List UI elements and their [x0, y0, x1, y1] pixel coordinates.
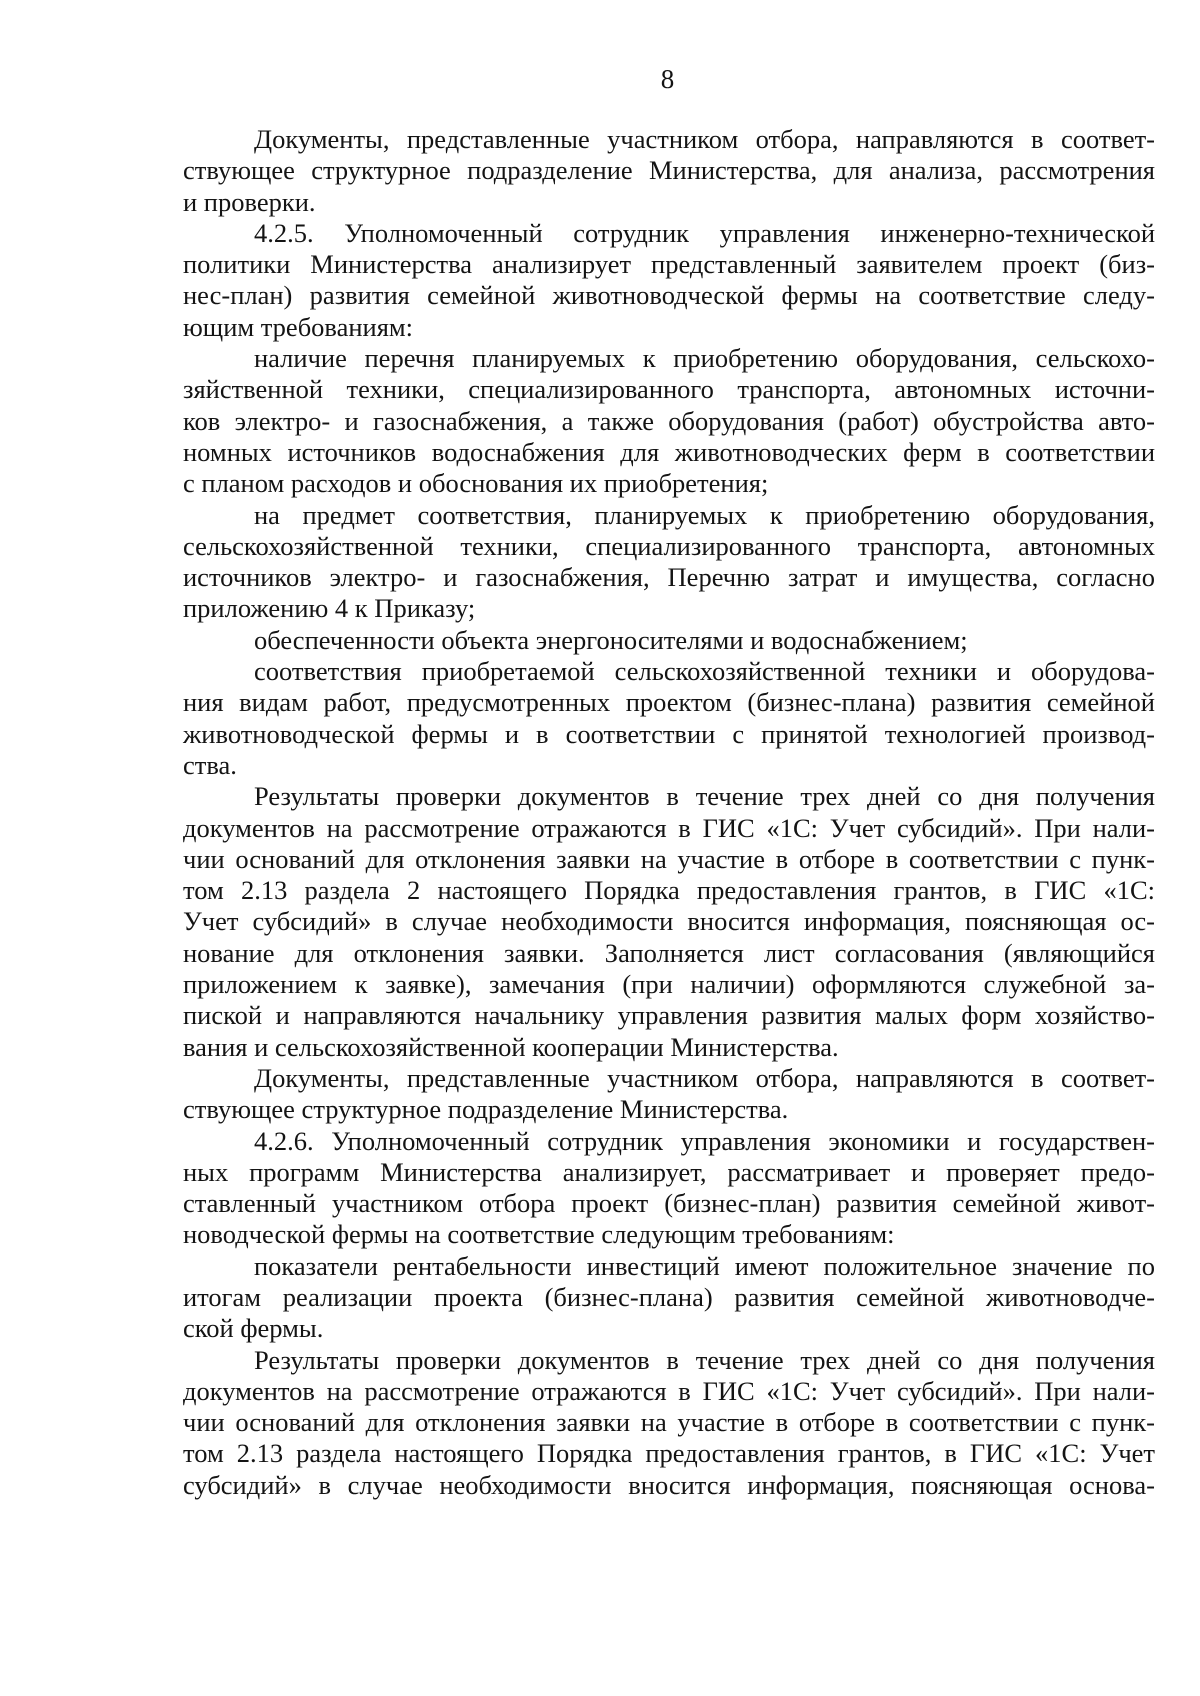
text-line: субсидий» в случае необходимости вносится информация, поясняющая основа-	[183, 1469, 1155, 1500]
text-line: ных программ Министерства анализирует, рассматривает и проверяет предо-	[183, 1156, 1155, 1187]
text-line: источников электро- и газоснабжения, Перечню затрат и имущества, согласно	[183, 562, 1155, 593]
text-line: приложением к заявке), замечания (при наличии) оформляются служебной за-	[183, 969, 1155, 1000]
text-line: сельскохозяйственной техники, специализированного транспорта, автономных	[183, 530, 1155, 561]
text-line: итогам реализации проекта (бизнес-плана) развития семейной животноводче-	[183, 1281, 1155, 1312]
text-line: ющим требованиям:	[183, 311, 414, 342]
text-line: соответствия приобретаемой сельскохозяйственной техники и оборудова-	[254, 656, 1155, 687]
text-line: на предмет соответствия, планируемых к приобретению оборудования,	[254, 499, 1155, 530]
document-body	[183, 124, 1155, 1501]
text-line: животноводческой фермы и в соответствии с принятой технологией производ-	[183, 718, 1155, 749]
text-line: вания и сельскохозяйственной кооперации Министерства.	[183, 1031, 839, 1062]
text-line: 4.2.6. Уполномоченный сотрудник управления экономики и государствен-	[254, 1125, 1155, 1156]
text-line: новодческой фермы на соответствие следующим требованиям:	[183, 1219, 895, 1250]
text-line: наличие перечня планируемых к приобретению оборудования, сельскохо-	[254, 343, 1155, 374]
text-line: документов на рассмотрение отражаются в ГИС «1С: Учет субсидий». При нали-	[183, 812, 1155, 843]
text-line: пиской и направляются начальнику управления развития малых форм хозяйство-	[183, 1000, 1155, 1031]
text-line: и проверки.	[183, 186, 316, 217]
text-line: с планом расходов и обоснования их приобретения;	[183, 468, 769, 499]
text-line: показатели рентабельности инвестиций имеют положительное значение по	[254, 1250, 1155, 1281]
text-line: приложению 4 к Приказу;	[183, 593, 476, 624]
text-line: ствующее структурное подразделение Министерства.	[183, 1094, 789, 1125]
text-line: ставленный участником отбора проект (бизнес-план) развития семейной живот-	[183, 1188, 1155, 1219]
text-line: 4.2.5. Уполномоченный сотрудник управления инженерно-технической	[254, 217, 1155, 248]
text-line: ствующее структурное подразделение Министерства, для анализа, рассмотрения	[183, 155, 1155, 186]
text-line: ской фермы.	[183, 1313, 324, 1344]
text-line: чии оснований для отклонения заявки на участие в отборе в соответствии с пунк-	[183, 1407, 1155, 1438]
text-line: Документы, представленные участником отбора, направляются в соответ-	[254, 124, 1155, 154]
text-line: ства.	[183, 749, 237, 780]
text-line: том 2.13 раздела 2 настоящего Порядка предоставления грантов, в ГИС «1С:	[183, 875, 1155, 906]
text-line: нование для отклонения заявки. Заполняется лист согласования (являющийся	[183, 937, 1155, 968]
text-line: чии оснований для отклонения заявки на участие в отборе в соответствии с пунк-	[183, 843, 1155, 874]
text-line: Результаты проверки документов в течение трех дней со дня получения	[254, 781, 1155, 812]
text-line: Документы, представленные участником отбора, направляются в соответ-	[254, 1062, 1155, 1093]
text-line: ния видам работ, предусмотренных проектом (бизнес-плана) развития семейной	[183, 687, 1155, 718]
text-line: том 2.13 раздела настоящего Порядка предоставления грантов, в ГИС «1С: Учет	[183, 1438, 1155, 1469]
text-line: политики Министерства анализирует представленный заявителем проект (биз-	[183, 249, 1155, 280]
text-line: документов на рассмотрение отражаются в ГИС «1С: Учет субсидий». При нали-	[183, 1375, 1155, 1406]
text-line: зяйственной техники, специализированного транспорта, автономных источни-	[183, 374, 1155, 405]
text-line: номных источников водоснабжения для животноводческих ферм в соответствии	[183, 436, 1155, 467]
text-line: нес-план) развития семейной животноводческой фермы на соответствие следу-	[183, 280, 1155, 311]
text-line: Учет субсидий» в случае необходимости вносится информация, поясняющая ос-	[183, 906, 1155, 937]
text-line: ков электро- и газоснабжения, а также оборудования (работ) обустройства авто-	[183, 405, 1155, 436]
text-line: Результаты проверки документов в течение трех дней со дня получения	[254, 1344, 1155, 1375]
text-line: обеспеченности объекта энергоносителями и водоснабжением;	[254, 624, 968, 655]
page-number: 8	[660, 64, 675, 94]
